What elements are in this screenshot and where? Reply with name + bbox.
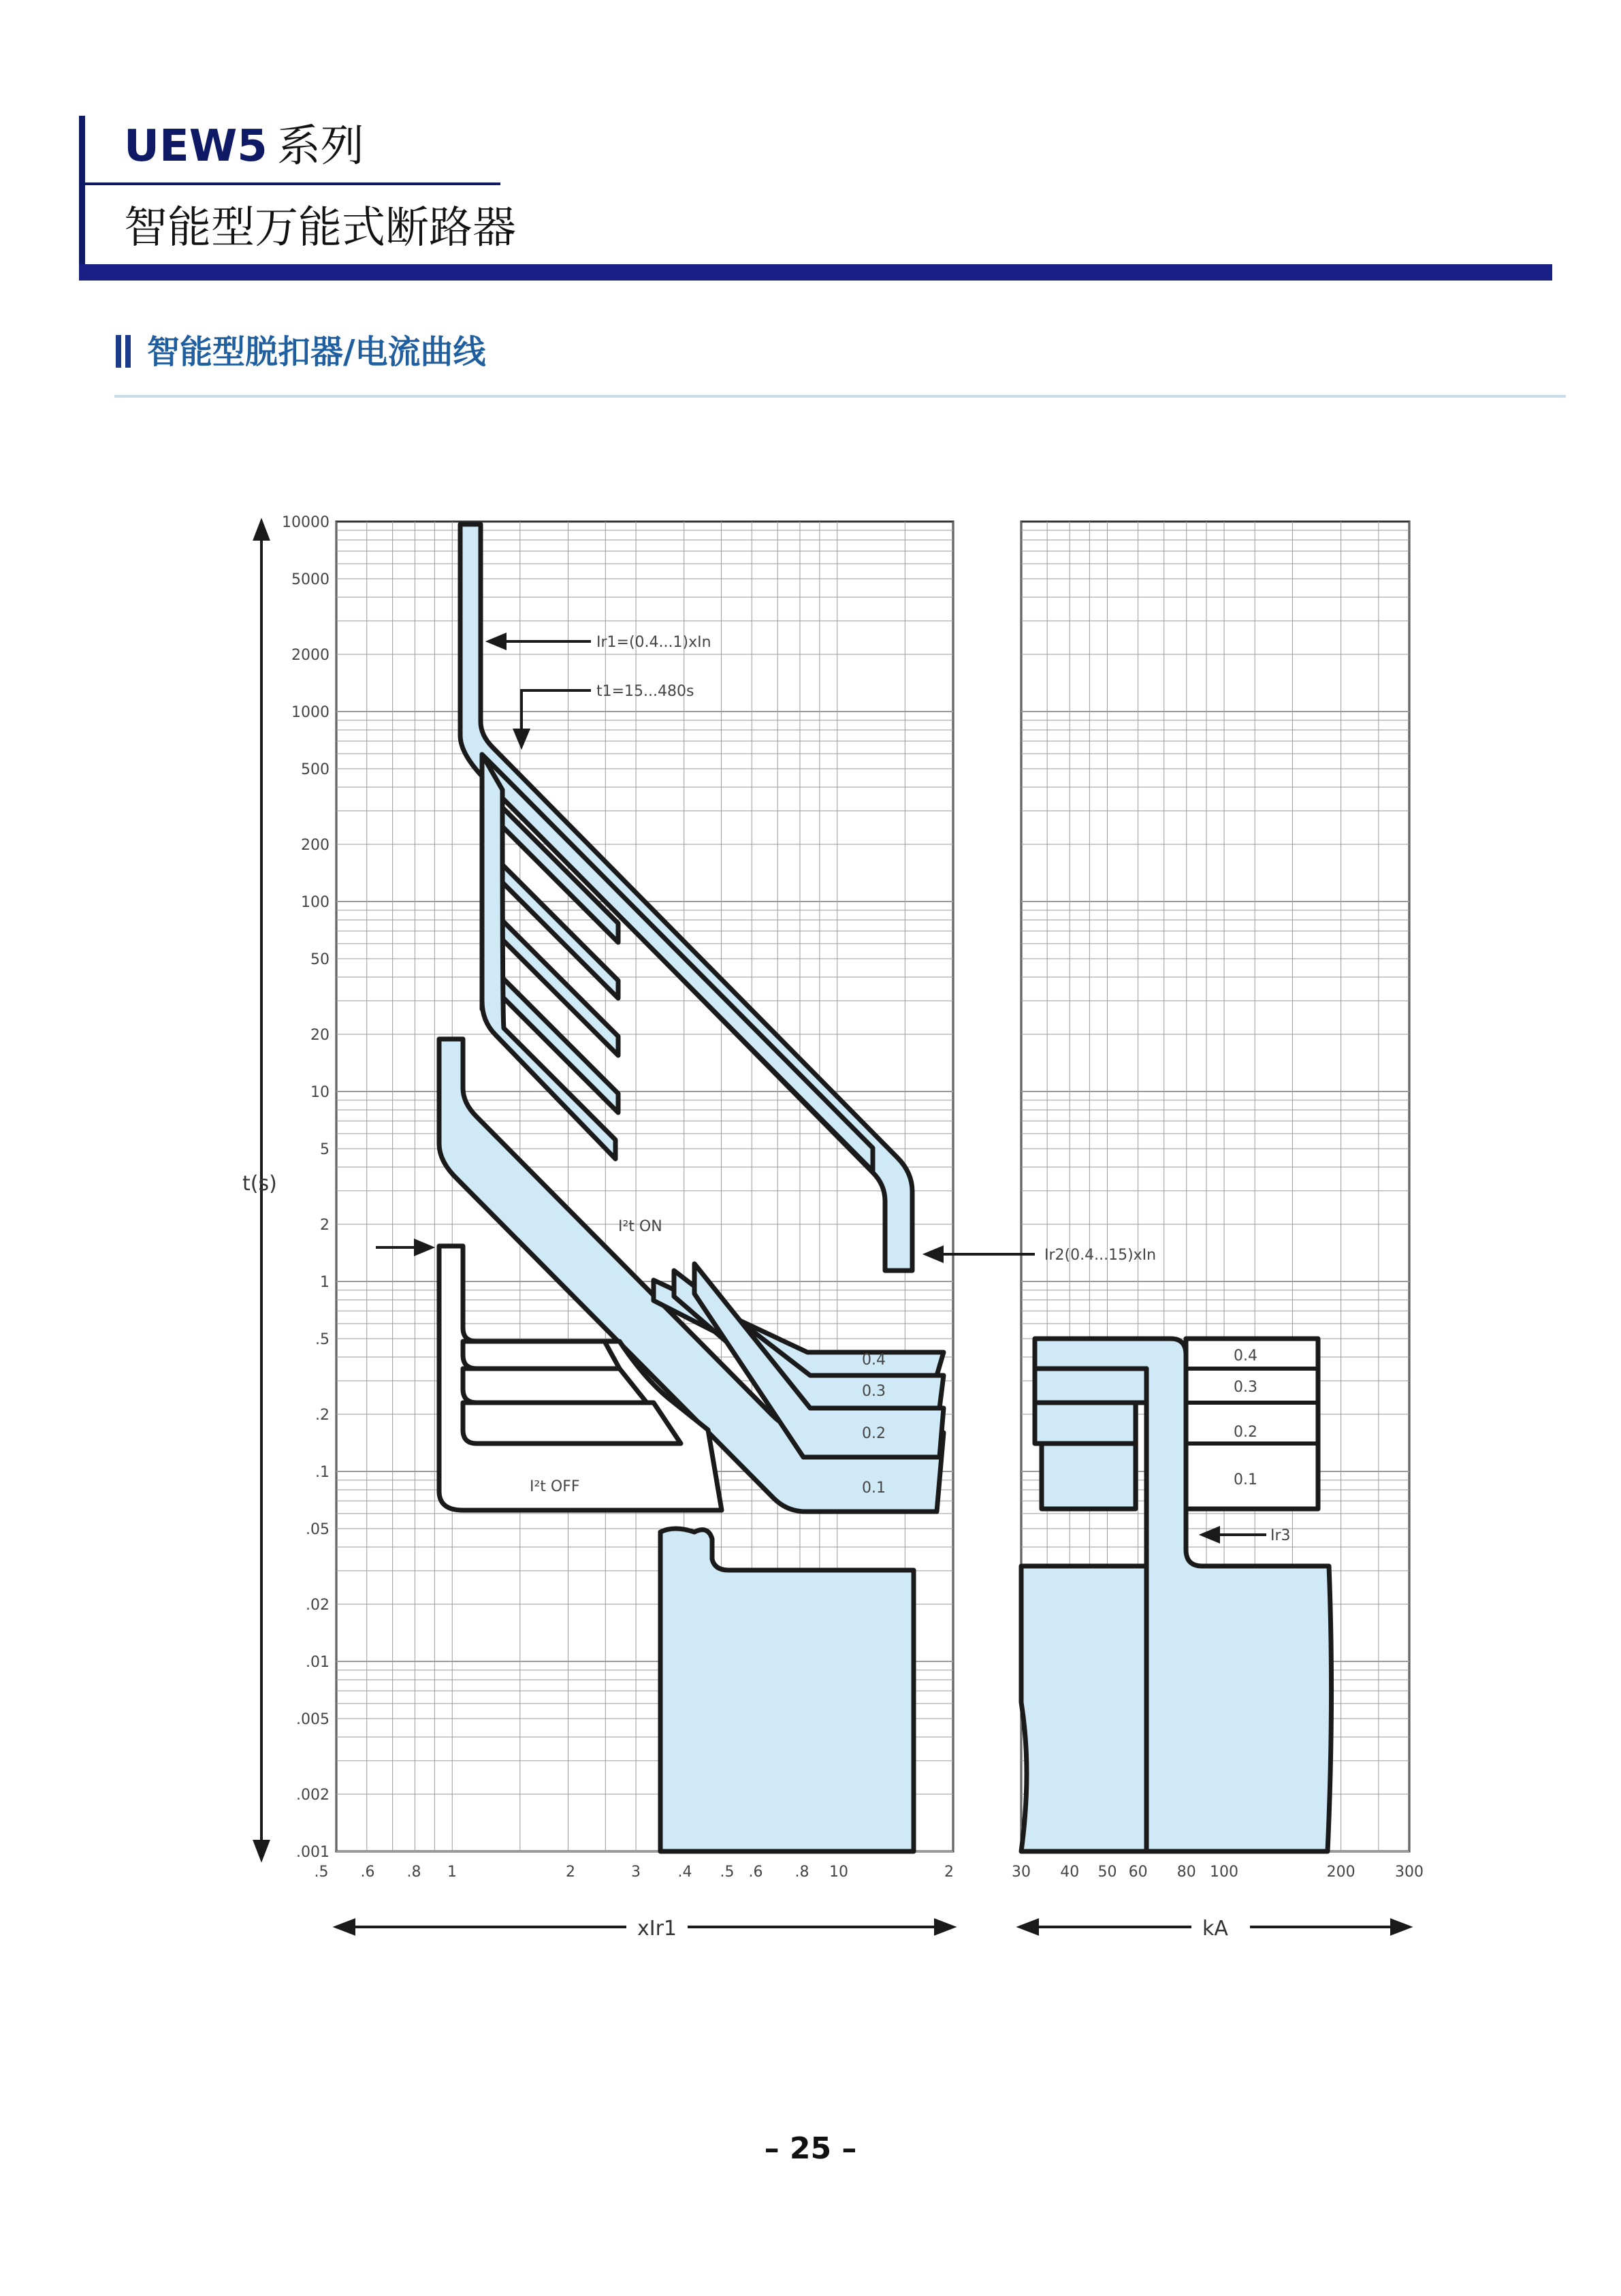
right-delay-03	[1035, 1369, 1146, 1403]
right-x-tick-label: 60	[1128, 1864, 1148, 1881]
left-x-tick-label: .5	[314, 1864, 329, 1881]
left-x-tick-labels	[315, 1864, 954, 1881]
y-tick-label: .001	[296, 1844, 330, 1861]
left-delay-label-04: 0.4	[862, 1352, 886, 1369]
y-tick-label: 1000	[291, 704, 330, 721]
left-x-tick-label: .5	[720, 1864, 735, 1881]
right-x-tick-label: 100	[1210, 1864, 1239, 1881]
left-x-tick-label: 3	[631, 1864, 641, 1881]
x-axis-label-right: kA	[1202, 1917, 1228, 1941]
series-suffix: 系列	[276, 121, 364, 172]
y-tick-label: 2000	[291, 647, 330, 665]
left-x-tick-label: 1	[447, 1864, 457, 1881]
y-tick-label: 50	[310, 951, 330, 968]
left-x-tick-label: .8	[406, 1864, 421, 1881]
annotation-ir2: Ir2(0.4...15)xIn	[1044, 1247, 1157, 1264]
x-axis-arrow-left2-head	[935, 1920, 953, 1934]
right-x-tick-label: 50	[1097, 1864, 1117, 1881]
series-name: UEW5	[124, 121, 268, 172]
y-tick-label: 10000	[282, 514, 330, 531]
left-x-tick-label: 2	[944, 1864, 954, 1881]
annotation-ir3: Ir3	[1270, 1527, 1291, 1544]
y-tick-label: .2	[315, 1407, 330, 1424]
right-instantaneous-band	[1021, 1566, 1146, 1851]
y-tick-label: .1	[315, 1464, 330, 1481]
y-tick-label: .05	[306, 1520, 330, 1538]
right-x-tick-labels	[1012, 1864, 1424, 1881]
right-x-tick-label: 200	[1326, 1864, 1355, 1881]
y-tick-label: .5	[315, 1330, 330, 1348]
y-tick-label: .02	[306, 1597, 330, 1614]
y-tick-label: .01	[306, 1654, 330, 1671]
left-x-tick-label: .4	[677, 1864, 692, 1881]
y-tick-label: 1	[320, 1274, 330, 1291]
y-tick-label: .005	[296, 1710, 330, 1728]
page-number: – 25 –	[764, 2131, 857, 2166]
annotation-i2t-off: I²t OFF	[530, 1478, 580, 1495]
left-delay-label-02: 0.2	[862, 1425, 886, 1442]
right-x-tick-label: 40	[1060, 1864, 1080, 1881]
right-delay-label-04: 0.4	[1234, 1348, 1257, 1365]
y-tick-label: 5000	[291, 571, 330, 588]
y-axis-arrow-top	[255, 522, 268, 539]
left-delay-label-01: 0.1	[862, 1480, 886, 1497]
y-tick-label: 500	[301, 761, 330, 778]
right-delay-label-01: 0.1	[1234, 1471, 1257, 1488]
x-axis-arrow-right2-head	[1392, 1920, 1409, 1934]
y-tick-label: 2	[320, 1217, 330, 1234]
right-delay-01	[1042, 1444, 1136, 1509]
y-tick-label: 10	[310, 1084, 330, 1101]
left-x-tick-label: .8	[795, 1864, 809, 1881]
y-tick-label: 200	[301, 837, 330, 855]
x-axis-arrow-right-head	[1020, 1920, 1038, 1934]
annotation-t1: t1=15...480s	[596, 683, 694, 700]
right-panel-bands	[1021, 1339, 1332, 1851]
y-tick-label: .002	[296, 1787, 330, 1804]
right-x-tick-label: 30	[1012, 1864, 1031, 1881]
section-title: 智能型脱扣器/电流曲线	[147, 333, 486, 371]
right-delay-label-02: 0.2	[1234, 1424, 1257, 1441]
y-axis-tick-labels	[282, 514, 330, 1861]
y-tick-label: 100	[301, 894, 330, 911]
left-x-tick-label: .6	[360, 1864, 375, 1881]
y-tick-label: 20	[310, 1027, 330, 1045]
annotation-ir1: Ir1=(0.4...1)xIn	[596, 634, 711, 651]
annotation-i2t-on: I²t ON	[618, 1218, 662, 1235]
instantaneous-band	[660, 1529, 914, 1851]
left-delay-label-03: 0.3	[862, 1383, 886, 1400]
y-axis-label: t(s)	[242, 1172, 277, 1196]
left-x-tick-label: 2	[566, 1864, 575, 1881]
right-x-tick-label: 300	[1395, 1864, 1424, 1881]
x-axis-arrow-left-head	[336, 1920, 354, 1934]
left-x-tick-label: .6	[748, 1864, 763, 1881]
x-axis-label-left: xIr1	[637, 1917, 677, 1941]
left-x-tick-label: 10	[829, 1864, 848, 1881]
i2t-off-step-04	[463, 1341, 620, 1369]
y-tick-label: 5	[320, 1141, 330, 1158]
right-delay-label-03: 0.3	[1234, 1379, 1257, 1396]
i2t-off-step-02	[463, 1403, 681, 1444]
y-axis-arrow-bottom	[255, 1841, 268, 1859]
i2t-off-step-03	[463, 1369, 647, 1403]
right-x-tick-label: 80	[1176, 1864, 1196, 1881]
product-title: 智能型万能式断路器	[124, 203, 516, 253]
right-delay-02	[1035, 1403, 1136, 1444]
